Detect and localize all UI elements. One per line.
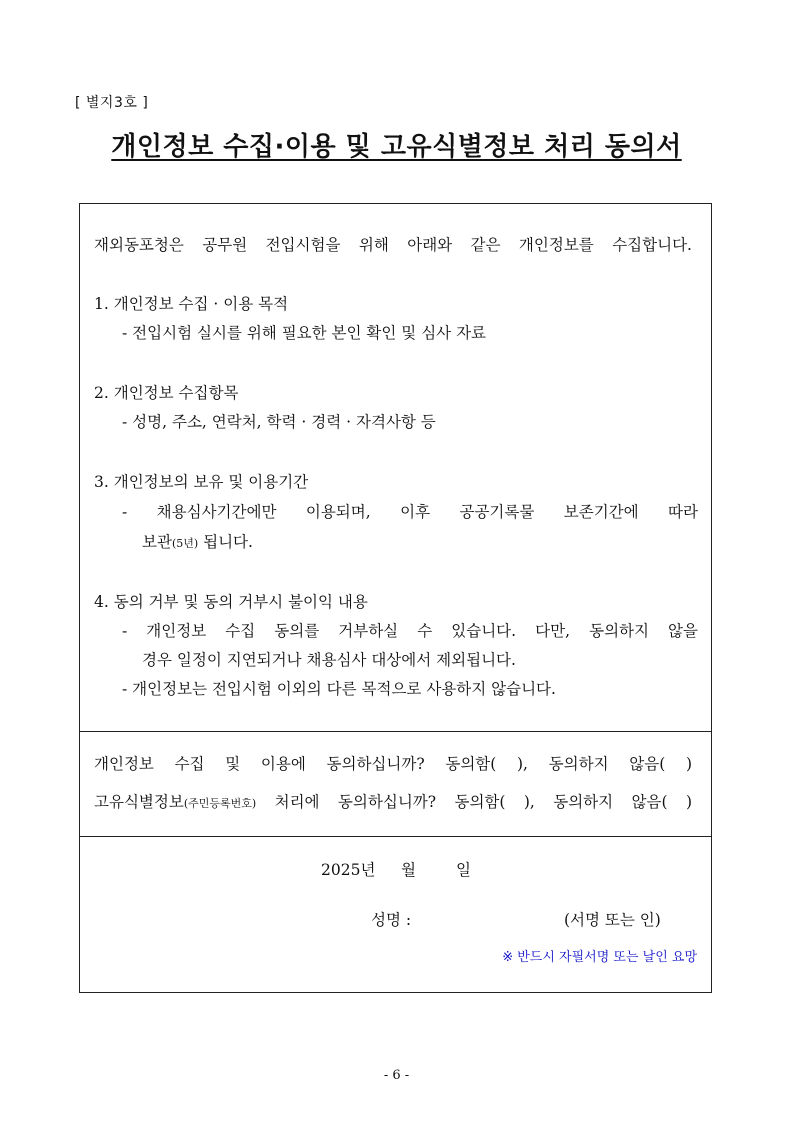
handwritten-signature-notice: ※ 반드시 자필서명 또는 날인 요망 — [502, 950, 697, 965]
section-3-item: - 채용심사기간에만 이용되며, 이후 공공기록물 보존기간에 따라 — [122, 503, 698, 521]
signer-name-label: 성명 : — [371, 911, 412, 929]
date-month: 월 — [401, 861, 416, 879]
intro-text: 재외동포청은 공무원 전입시험을 위해 아래와 같은 개인정보를 수집합니다. — [94, 236, 692, 254]
retention-period: (5년) — [171, 537, 199, 550]
unique-id-question: 처리에 동의하십니까? 동의함( ), 동의하지 않음( ) — [256, 793, 692, 811]
annex-label: [ 별지3호 ] — [75, 95, 149, 111]
signature-hint: (서명 또는 인) — [564, 911, 661, 929]
section-1-item: - 전입시험 실시를 위해 필요한 본인 확인 및 심사 자료 — [122, 324, 487, 342]
section-3-continuation — [142, 531, 253, 555]
date-day: 일 — [456, 861, 471, 879]
consent-section — [80, 732, 711, 837]
unique-id-label: 고유식별정보 — [94, 793, 184, 811]
section-2-heading: 2. 개인정보 수집항목 — [94, 384, 239, 402]
section-3-heading: 3. 개인정보의 보유 및 이용기간 — [94, 473, 309, 491]
section-1-heading: 1. 개인정보 수집 · 이용 목적 — [94, 295, 289, 313]
signature-section — [80, 837, 711, 992]
consent-question-unique-id — [94, 791, 692, 815]
section-4-item-1: - 개인정보 수집 동의를 거부하실 수 있습니다. 다만, 동의하지 않을 — [122, 622, 698, 640]
consent-form-box — [79, 203, 712, 993]
document-title-text: 개인정보 수집·이용 및 고유식별정보 처리 동의서 — [111, 132, 682, 162]
document-title — [0, 126, 793, 163]
retention-suffix: 됩니다. — [198, 533, 253, 551]
retention-text: 보관 — [142, 533, 172, 551]
section-4-heading: 4. 동의 거부 및 동의 거부시 불이익 내용 — [94, 593, 368, 611]
page-number: - 6 - — [383, 1068, 410, 1083]
date-year: 2025년 — [321, 861, 376, 879]
info-section — [80, 204, 711, 732]
section-2-item: - 성명, 주소, 연락처, 학력 · 경력 · 자격사항 등 — [122, 413, 436, 431]
section-4-item-1-continuation: 경우 일정이 지연되거나 채용심사 대상에서 제외됩니다. — [142, 651, 516, 669]
section-4-item-2: - 개인정보는 전입시험 이외의 다른 목적으로 사용하지 않습니다. — [122, 680, 556, 698]
resident-number-label: (주민등록번호) — [183, 797, 257, 810]
consent-question-personal-info: 개인정보 수집 및 이용에 동의하십니까? 동의함( ), 동의하지 않음( ) — [94, 755, 692, 773]
